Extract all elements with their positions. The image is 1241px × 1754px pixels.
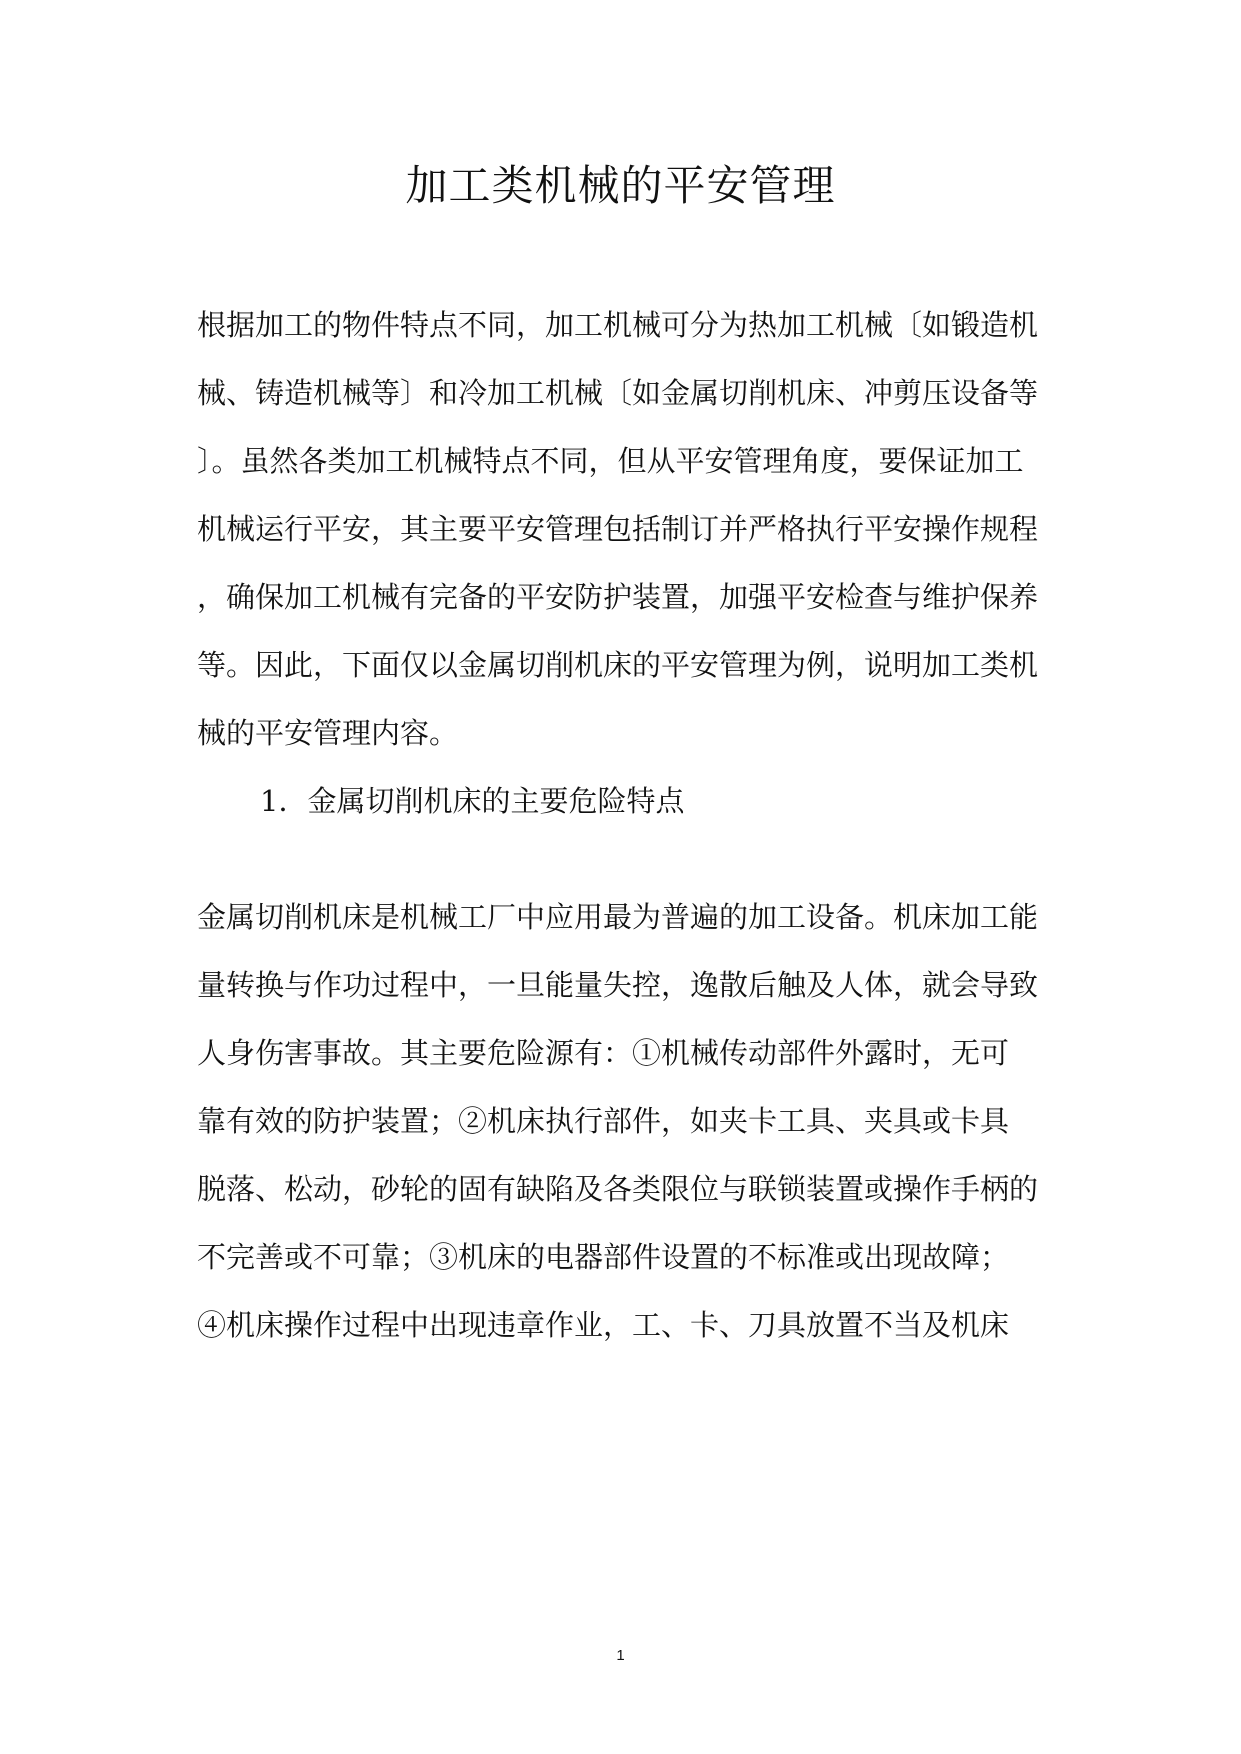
paragraph-2-line-1: 金属切削机床是机械工厂中应用最为普遍的加工设备。机床加工能 — [197, 900, 1039, 934]
paragraph-2-line-4: 靠有效的防护装置；②机床执行部件，如夹卡工具、夹具或卡具 — [197, 1104, 1010, 1138]
paragraph-2-line-7: ④机床操作过程中出现违章作业，工、卡、刀具放置不当及机床 — [197, 1308, 1010, 1342]
paragraph-1-line-7: 械的平安管理内容。 — [197, 716, 459, 750]
document-title: 加工类机械的平安管理 — [405, 161, 836, 210]
paragraph-2-line-2: 量转换与作功过程中，一旦能量失控，逸散后触及人体，就会导致 — [197, 968, 1039, 1002]
paragraph-1-line-2: 械、铸造机械等〕和冷加工机械〔如金属切削机床、冲剪压设备等 — [197, 376, 1039, 410]
paragraph-1-line-4: 机械运行平安，其主要平安管理包括制订并严格执行平安操作规程 — [197, 512, 1039, 546]
paragraph-1-line-3: 〕。虽然各类加工机械特点不同，但从平安管理角度，要保证加工 — [197, 444, 1024, 478]
paragraph-1-line-6: 等。因此，下面仅以金属切削机床的平安管理为例，说明加工类机 — [197, 648, 1039, 682]
section-heading: 1．金属切削机床的主要危险特点 — [260, 784, 685, 818]
paragraph-2-line-5: 脱落、松动，砂轮的固有缺陷及各类限位与联锁装置或操作手柄的 — [197, 1172, 1039, 1206]
paragraph-1-line-5: ，确保加工机械有完备的平安防护装置，加强平安检查与维护保养 — [197, 580, 1039, 614]
paragraph-2-line-6: 不完善或不可靠；③机床的电器部件设置的不标准或出现故障； — [197, 1240, 1010, 1274]
paragraph-1-line-1: 根据加工的物件特点不同，加工机械可分为热加工机械〔如锻造机 — [197, 308, 1039, 342]
paragraph-2-line-3: 人身伤害事故。其主要危险源有：①机械传动部件外露时，无可 — [197, 1036, 1010, 1070]
page-number: 1 — [616, 1647, 625, 1664]
